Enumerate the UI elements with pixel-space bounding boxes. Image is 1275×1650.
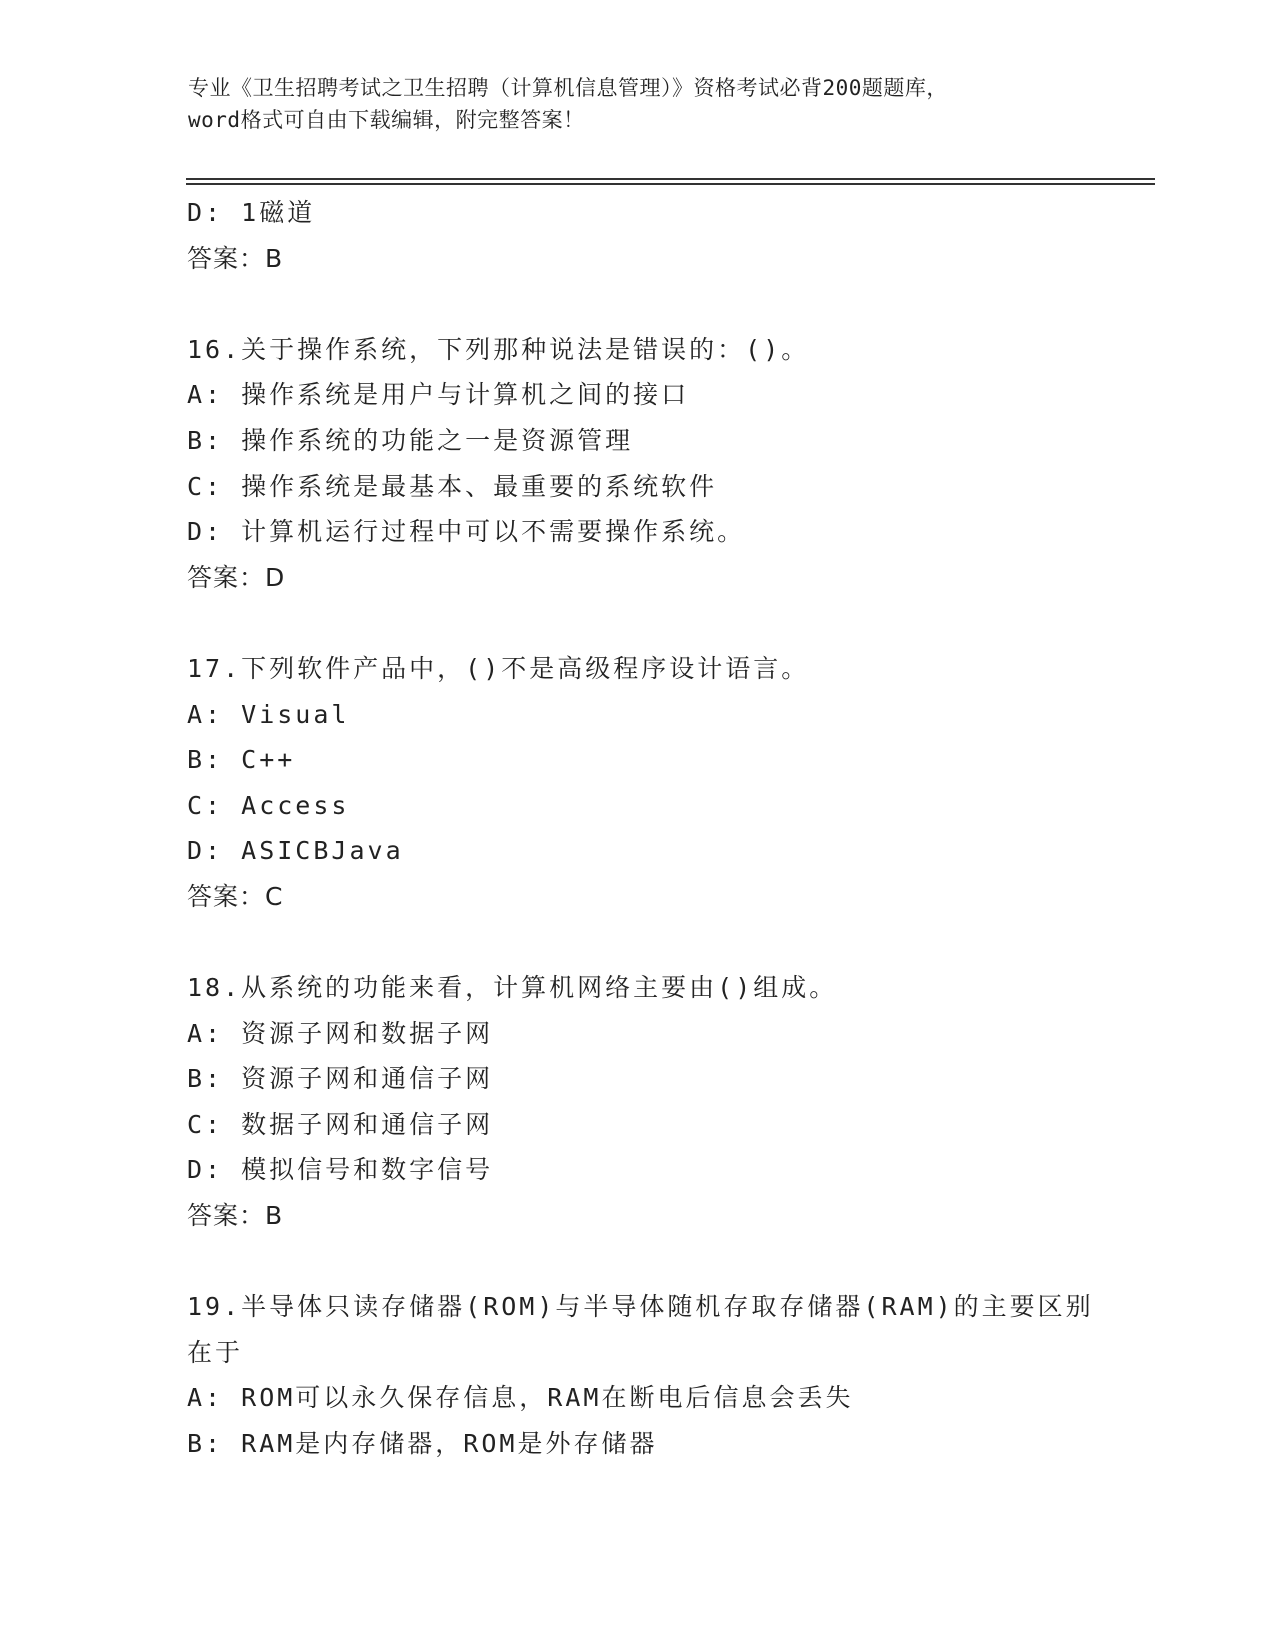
option-a: A: 资源子网和数据子网 (187, 1018, 494, 1048)
option-d: D: ASICBJava (187, 836, 404, 866)
option-d: D: 计算机运行过程中可以不需要操作系统。 (187, 517, 746, 547)
spacer (187, 1239, 1147, 1285)
option-a: A: ROM可以永久保存信息，RAM在断电后信息会丢失 (187, 1383, 854, 1413)
option-d: D: 模拟信号和数字信号 (187, 1155, 494, 1185)
answer: 答案：C (187, 881, 284, 911)
header-title-line-1: 专业《卫生招聘考试之卫生招聘（计算机信息管理）》资格考试必背200题题库， (188, 76, 948, 100)
option-b: B: RAM是内存储器，ROM是外存储器 (187, 1429, 658, 1459)
option-b: B: C++ (187, 745, 296, 775)
question-18 (187, 965, 1147, 1239)
question-text: 18.从系统的功能来看，计算机网络主要由()组成。 (187, 973, 838, 1003)
option-c: C: 操作系统是最基本、最重要的系统软件 (187, 471, 718, 501)
document-header (188, 72, 1088, 136)
header-divider-bottom (186, 183, 1155, 185)
question-text-line-1: 19.半导体只读存储器(ROM)与半导体随机存取存储器(RAM)的主要区别 (187, 1292, 1094, 1322)
question-17 (187, 646, 1147, 920)
question-content (187, 190, 1147, 1467)
spacer (187, 920, 1147, 966)
question-text-line-2: 在于 (187, 1337, 244, 1367)
option-b: B: 操作系统的功能之一是资源管理 (187, 425, 634, 455)
answer: 答案：D (187, 562, 286, 592)
q15-answer: 答案：B (187, 243, 284, 273)
option-c: C: Access (187, 790, 350, 820)
answer: 答案：B (187, 1201, 284, 1231)
option-a: A: Visual (187, 699, 350, 729)
option-c: C: 数据子网和通信子网 (187, 1109, 494, 1139)
spacer (187, 600, 1147, 646)
option-a: A: 操作系统是用户与计算机之间的接口 (187, 380, 690, 410)
spacer (187, 281, 1147, 327)
q15-option-d: D: 1磁道 (187, 198, 316, 227)
question-text: 16.关于操作系统，下列那种说法是错误的：()。 (187, 334, 810, 364)
question-16 (187, 327, 1147, 601)
question-text: 17.下列软件产品中，()不是高级程序设计语言。 (187, 653, 810, 683)
option-b: B: 资源子网和通信子网 (187, 1064, 494, 1094)
header-divider-top (186, 178, 1155, 180)
question-19 (187, 1284, 1147, 1466)
header-title-line-2: word格式可自由下载编辑，附完整答案！ (188, 108, 585, 132)
